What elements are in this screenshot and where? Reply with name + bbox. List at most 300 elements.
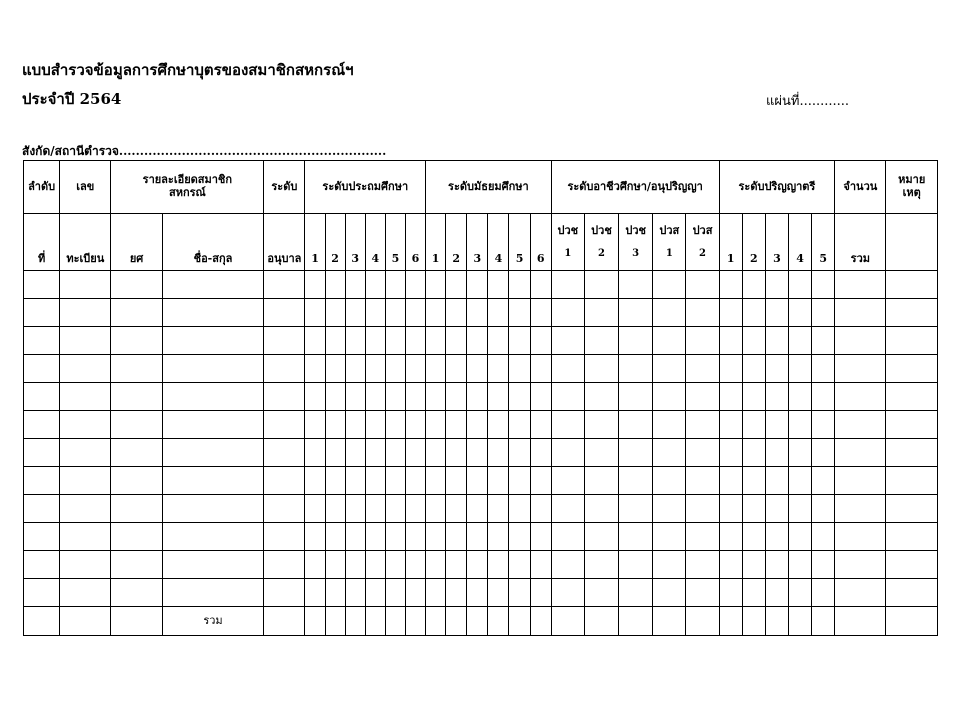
table-cell[interactable]	[111, 439, 162, 467]
table-cell[interactable]	[365, 271, 385, 299]
table-cell[interactable]	[24, 327, 60, 355]
table-cell[interactable]	[812, 439, 835, 467]
table-cell[interactable]	[619, 299, 653, 327]
table-cell[interactable]	[812, 355, 835, 383]
table-cell[interactable]	[111, 411, 162, 439]
table-cell[interactable]	[765, 551, 788, 579]
table-cell[interactable]	[385, 495, 405, 523]
table-cell[interactable]	[488, 383, 509, 411]
table-cell[interactable]	[162, 411, 264, 439]
table-cell[interactable]	[385, 467, 405, 495]
table-cell[interactable]	[305, 299, 325, 327]
table-cell[interactable]	[405, 299, 425, 327]
table-cell[interactable]	[24, 607, 60, 636]
table-cell[interactable]	[551, 551, 584, 579]
table-cell[interactable]	[325, 467, 345, 495]
table-cell[interactable]	[426, 327, 446, 355]
table-cell[interactable]	[619, 383, 653, 411]
table-cell[interactable]	[264, 355, 305, 383]
table-cell[interactable]	[886, 327, 938, 355]
table-cell[interactable]	[365, 607, 385, 636]
table-cell[interactable]	[719, 383, 742, 411]
table-cell[interactable]	[788, 523, 811, 551]
table-cell[interactable]	[551, 495, 584, 523]
table-cell[interactable]	[264, 607, 305, 636]
table-cell[interactable]	[488, 439, 509, 467]
table-cell[interactable]	[530, 495, 551, 523]
table-cell[interactable]	[162, 327, 264, 355]
table-cell[interactable]	[405, 523, 425, 551]
table-cell[interactable]	[619, 271, 653, 299]
table-cell[interactable]	[551, 607, 584, 636]
table-cell[interactable]	[365, 299, 385, 327]
table-cell[interactable]	[305, 439, 325, 467]
table-cell[interactable]	[405, 411, 425, 439]
table-cell[interactable]	[619, 411, 653, 439]
table-cell[interactable]	[467, 439, 488, 467]
table-cell[interactable]	[719, 439, 742, 467]
table-cell[interactable]	[765, 439, 788, 467]
table-cell[interactable]	[325, 383, 345, 411]
table-cell[interactable]	[305, 271, 325, 299]
table-cell[interactable]	[653, 551, 686, 579]
table-cell[interactable]	[365, 439, 385, 467]
table-cell[interactable]	[765, 355, 788, 383]
table-cell[interactable]	[812, 383, 835, 411]
table-cell[interactable]	[742, 495, 765, 523]
table-cell[interactable]	[719, 467, 742, 495]
table-cell[interactable]	[788, 495, 811, 523]
table-cell[interactable]	[530, 551, 551, 579]
table-cell[interactable]	[619, 579, 653, 607]
table-cell[interactable]	[162, 467, 264, 495]
table-cell[interactable]	[653, 495, 686, 523]
table-cell[interactable]	[530, 355, 551, 383]
table-cell[interactable]	[446, 467, 467, 495]
table-cell[interactable]	[835, 271, 886, 299]
table-cell[interactable]	[835, 299, 886, 327]
table-cell[interactable]	[530, 327, 551, 355]
table-cell[interactable]	[365, 467, 385, 495]
table-cell[interactable]	[162, 299, 264, 327]
table-cell[interactable]	[264, 467, 305, 495]
table-cell[interactable]	[812, 327, 835, 355]
table-cell[interactable]	[264, 523, 305, 551]
table-cell[interactable]	[467, 383, 488, 411]
table-cell[interactable]	[788, 607, 811, 636]
table-cell[interactable]	[488, 607, 509, 636]
table-cell[interactable]	[488, 355, 509, 383]
table-cell[interactable]	[24, 299, 60, 327]
table-cell[interactable]	[551, 439, 584, 467]
table-cell[interactable]	[264, 411, 305, 439]
table-cell[interactable]	[719, 579, 742, 607]
table-cell[interactable]	[446, 607, 467, 636]
table-cell[interactable]	[60, 495, 111, 523]
table-cell[interactable]	[365, 327, 385, 355]
table-cell[interactable]	[742, 467, 765, 495]
table-cell[interactable]	[446, 271, 467, 299]
table-cell[interactable]	[446, 495, 467, 523]
table-cell[interactable]	[365, 579, 385, 607]
table-cell[interactable]	[111, 383, 162, 411]
table-cell[interactable]	[405, 383, 425, 411]
table-cell[interactable]	[653, 607, 686, 636]
table-cell[interactable]	[446, 355, 467, 383]
table-cell[interactable]	[653, 579, 686, 607]
table-cell[interactable]	[467, 467, 488, 495]
table-cell[interactable]	[24, 383, 60, 411]
table-cell[interactable]	[446, 411, 467, 439]
table-cell[interactable]	[305, 467, 325, 495]
table-cell[interactable]	[111, 327, 162, 355]
table-cell[interactable]	[835, 411, 886, 439]
table-cell[interactable]	[467, 607, 488, 636]
table-cell[interactable]	[345, 327, 365, 355]
table-cell[interactable]	[765, 523, 788, 551]
table-cell[interactable]	[111, 523, 162, 551]
table-cell[interactable]	[686, 607, 719, 636]
table-cell[interactable]	[719, 551, 742, 579]
table-cell[interactable]	[426, 467, 446, 495]
table-cell[interactable]	[584, 579, 618, 607]
table-cell[interactable]	[24, 439, 60, 467]
table-cell[interactable]	[405, 355, 425, 383]
table-cell[interactable]	[385, 579, 405, 607]
table-cell[interactable]	[111, 299, 162, 327]
table-cell[interactable]	[584, 467, 618, 495]
table-cell[interactable]	[653, 271, 686, 299]
table-cell[interactable]	[530, 383, 551, 411]
table-cell[interactable]	[812, 411, 835, 439]
table-cell[interactable]	[509, 551, 530, 579]
table-cell[interactable]	[325, 327, 345, 355]
table-cell[interactable]	[345, 299, 365, 327]
table-cell[interactable]	[325, 299, 345, 327]
table-cell[interactable]	[812, 607, 835, 636]
table-cell[interactable]	[426, 607, 446, 636]
table-cell[interactable]	[305, 579, 325, 607]
table-cell[interactable]	[111, 355, 162, 383]
table-cell[interactable]	[686, 271, 719, 299]
table-cell[interactable]	[551, 579, 584, 607]
table-cell[interactable]	[264, 439, 305, 467]
table-cell[interactable]	[765, 299, 788, 327]
table-cell[interactable]	[446, 439, 467, 467]
table-cell[interactable]	[488, 327, 509, 355]
table-cell[interactable]	[835, 439, 886, 467]
table-cell[interactable]	[719, 411, 742, 439]
table-cell[interactable]	[619, 355, 653, 383]
table-cell[interactable]	[653, 467, 686, 495]
table-cell[interactable]	[719, 495, 742, 523]
table-cell[interactable]	[365, 495, 385, 523]
table-cell[interactable]	[345, 383, 365, 411]
table-cell[interactable]	[264, 579, 305, 607]
table-cell[interactable]	[619, 495, 653, 523]
table-cell[interactable]	[365, 355, 385, 383]
table-cell[interactable]	[162, 551, 264, 579]
table-cell[interactable]	[788, 579, 811, 607]
table-cell[interactable]	[886, 439, 938, 467]
table-cell[interactable]	[886, 551, 938, 579]
table-cell[interactable]	[509, 383, 530, 411]
table-cell[interactable]	[24, 411, 60, 439]
table-cell[interactable]	[426, 523, 446, 551]
table-cell[interactable]	[305, 355, 325, 383]
table-cell[interactable]	[719, 299, 742, 327]
table-cell[interactable]	[426, 551, 446, 579]
table-cell[interactable]	[619, 467, 653, 495]
table-cell[interactable]	[305, 327, 325, 355]
table-cell[interactable]	[886, 495, 938, 523]
table-cell[interactable]	[60, 607, 111, 636]
table-cell[interactable]	[345, 467, 365, 495]
table-cell[interactable]	[619, 523, 653, 551]
table-cell[interactable]	[488, 299, 509, 327]
table-cell[interactable]	[719, 327, 742, 355]
table-cell[interactable]	[162, 523, 264, 551]
table-cell[interactable]	[325, 439, 345, 467]
table-cell[interactable]	[509, 523, 530, 551]
table-cell[interactable]	[835, 495, 886, 523]
table-cell[interactable]	[426, 383, 446, 411]
table-cell[interactable]	[467, 495, 488, 523]
table-cell[interactable]	[446, 299, 467, 327]
table-cell[interactable]	[60, 411, 111, 439]
table-cell[interactable]	[788, 439, 811, 467]
table-cell[interactable]	[325, 579, 345, 607]
table-cell[interactable]	[405, 327, 425, 355]
table-cell[interactable]	[742, 299, 765, 327]
table-cell[interactable]	[325, 551, 345, 579]
table-cell[interactable]	[24, 271, 60, 299]
table-cell[interactable]	[653, 411, 686, 439]
table-cell[interactable]	[835, 355, 886, 383]
table-cell[interactable]	[405, 467, 425, 495]
table-cell[interactable]	[584, 439, 618, 467]
table-cell[interactable]	[719, 523, 742, 551]
table-cell[interactable]	[405, 551, 425, 579]
table-cell[interactable]	[111, 579, 162, 607]
table-cell[interactable]	[788, 271, 811, 299]
table-cell[interactable]	[325, 271, 345, 299]
table-cell[interactable]	[835, 383, 886, 411]
table-cell[interactable]	[619, 439, 653, 467]
table-cell[interactable]	[509, 355, 530, 383]
table-cell[interactable]	[509, 271, 530, 299]
table-cell[interactable]	[365, 411, 385, 439]
table-cell[interactable]	[719, 607, 742, 636]
table-cell[interactable]	[111, 495, 162, 523]
table-cell[interactable]	[24, 495, 60, 523]
table-cell[interactable]	[686, 299, 719, 327]
table-cell[interactable]	[742, 327, 765, 355]
table-cell[interactable]	[530, 523, 551, 551]
table-cell[interactable]	[385, 411, 405, 439]
table-cell[interactable]	[530, 299, 551, 327]
table-cell[interactable]	[345, 271, 365, 299]
table-cell[interactable]	[742, 551, 765, 579]
table-cell[interactable]	[264, 551, 305, 579]
table-cell[interactable]	[742, 439, 765, 467]
table-cell[interactable]	[385, 607, 405, 636]
table-cell[interactable]	[812, 523, 835, 551]
table-cell[interactable]	[60, 383, 111, 411]
table-cell[interactable]	[305, 607, 325, 636]
table-cell[interactable]	[551, 383, 584, 411]
table-cell[interactable]	[111, 551, 162, 579]
table-cell[interactable]	[686, 551, 719, 579]
table-cell[interactable]	[584, 551, 618, 579]
table-cell[interactable]	[345, 523, 365, 551]
table-cell[interactable]	[812, 299, 835, 327]
table-cell[interactable]	[788, 383, 811, 411]
table-cell[interactable]	[765, 579, 788, 607]
table-cell[interactable]	[530, 607, 551, 636]
table-cell[interactable]	[405, 439, 425, 467]
table-cell[interactable]	[60, 439, 111, 467]
table-cell[interactable]	[60, 327, 111, 355]
table-cell[interactable]	[509, 411, 530, 439]
table-cell[interactable]	[509, 299, 530, 327]
table-cell[interactable]	[162, 495, 264, 523]
table-cell[interactable]	[584, 607, 618, 636]
table-cell[interactable]	[385, 299, 405, 327]
table-cell[interactable]	[405, 271, 425, 299]
table-cell[interactable]	[788, 411, 811, 439]
table-cell[interactable]	[467, 523, 488, 551]
table-cell[interactable]	[446, 327, 467, 355]
table-cell[interactable]	[812, 551, 835, 579]
table-cell[interactable]	[742, 411, 765, 439]
table-cell[interactable]	[686, 523, 719, 551]
table-cell[interactable]	[509, 579, 530, 607]
table-cell[interactable]	[488, 579, 509, 607]
table-cell[interactable]	[488, 271, 509, 299]
table-cell[interactable]	[305, 495, 325, 523]
table-cell[interactable]	[765, 327, 788, 355]
table-cell[interactable]	[686, 439, 719, 467]
table-cell[interactable]	[886, 299, 938, 327]
table-cell[interactable]	[719, 355, 742, 383]
table-cell[interactable]	[60, 579, 111, 607]
table-cell[interactable]	[886, 271, 938, 299]
table-cell[interactable]	[653, 523, 686, 551]
table-cell[interactable]	[345, 579, 365, 607]
table-cell[interactable]	[886, 411, 938, 439]
table-cell[interactable]	[686, 355, 719, 383]
table-cell[interactable]	[530, 439, 551, 467]
table-cell[interactable]	[446, 523, 467, 551]
table-cell[interactable]	[765, 607, 788, 636]
table-cell[interactable]	[812, 467, 835, 495]
table-cell[interactable]	[111, 271, 162, 299]
table-cell[interactable]	[305, 551, 325, 579]
table-cell[interactable]	[405, 579, 425, 607]
table-cell[interactable]	[488, 495, 509, 523]
table-cell[interactable]	[686, 327, 719, 355]
table-cell[interactable]	[886, 467, 938, 495]
table-cell[interactable]	[584, 411, 618, 439]
table-cell[interactable]	[325, 411, 345, 439]
table-cell[interactable]	[325, 495, 345, 523]
table-cell[interactable]	[426, 299, 446, 327]
table-cell[interactable]	[619, 551, 653, 579]
table-cell[interactable]	[446, 383, 467, 411]
table-cell[interactable]	[653, 355, 686, 383]
table-cell[interactable]	[405, 607, 425, 636]
table-cell[interactable]	[653, 299, 686, 327]
table-cell[interactable]	[530, 579, 551, 607]
table-cell[interactable]	[162, 383, 264, 411]
table-cell[interactable]	[385, 551, 405, 579]
table-cell[interactable]	[467, 299, 488, 327]
table-cell[interactable]	[742, 355, 765, 383]
table-cell[interactable]	[788, 467, 811, 495]
table-cell[interactable]	[446, 551, 467, 579]
table-cell[interactable]	[835, 467, 886, 495]
table-cell[interactable]	[551, 523, 584, 551]
table-cell[interactable]	[835, 579, 886, 607]
table-cell[interactable]	[385, 327, 405, 355]
table-cell[interactable]	[162, 271, 264, 299]
table-cell[interactable]	[488, 523, 509, 551]
table-cell[interactable]	[551, 467, 584, 495]
table-cell[interactable]	[835, 551, 886, 579]
table-cell[interactable]	[509, 467, 530, 495]
table-cell[interactable]	[765, 495, 788, 523]
table-cell[interactable]	[742, 579, 765, 607]
table-cell[interactable]	[24, 523, 60, 551]
table-cell[interactable]	[509, 327, 530, 355]
table-cell[interactable]	[426, 271, 446, 299]
table-cell[interactable]	[488, 411, 509, 439]
table-cell[interactable]	[530, 271, 551, 299]
table-cell[interactable]	[788, 355, 811, 383]
table-cell[interactable]	[426, 411, 446, 439]
table-cell[interactable]	[467, 271, 488, 299]
table-cell[interactable]	[686, 383, 719, 411]
table-cell[interactable]	[345, 355, 365, 383]
table-cell[interactable]	[467, 551, 488, 579]
table-cell[interactable]	[619, 607, 653, 636]
table-cell[interactable]	[305, 411, 325, 439]
table-cell[interactable]	[765, 383, 788, 411]
table-cell[interactable]	[264, 327, 305, 355]
table-cell[interactable]	[365, 551, 385, 579]
table-cell[interactable]	[345, 551, 365, 579]
table-cell[interactable]	[385, 439, 405, 467]
table-cell[interactable]	[325, 523, 345, 551]
table-cell[interactable]	[551, 271, 584, 299]
table-cell[interactable]	[742, 271, 765, 299]
table-cell[interactable]	[584, 271, 618, 299]
table-cell[interactable]	[742, 523, 765, 551]
table-cell[interactable]	[24, 467, 60, 495]
table-cell[interactable]	[530, 411, 551, 439]
table-cell[interactable]	[584, 299, 618, 327]
table-cell[interactable]	[365, 383, 385, 411]
table-cell[interactable]	[812, 271, 835, 299]
table-cell[interactable]	[886, 579, 938, 607]
table-cell[interactable]	[835, 327, 886, 355]
table-cell[interactable]	[584, 495, 618, 523]
table-cell[interactable]	[426, 355, 446, 383]
table-cell[interactable]	[60, 271, 111, 299]
table-cell[interactable]	[385, 383, 405, 411]
table-cell[interactable]	[551, 299, 584, 327]
